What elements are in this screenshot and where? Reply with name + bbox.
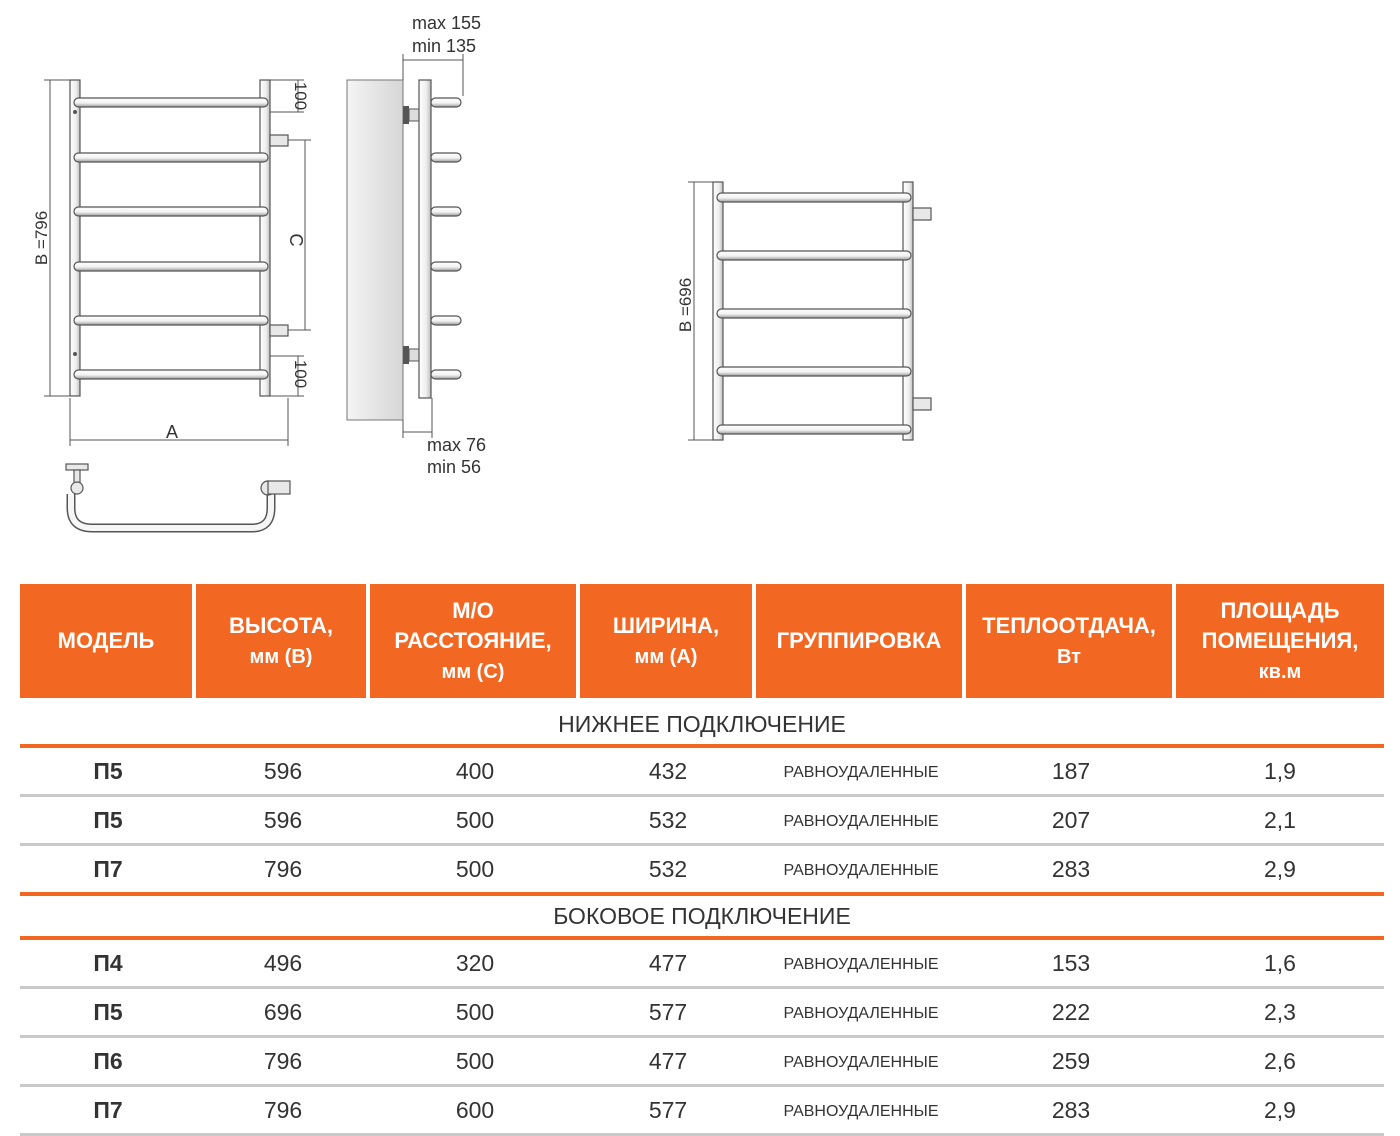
table-row: П5 596 500 532 РАВНОУДАЛЕННЫЕ 207 2,1: [20, 797, 1384, 846]
dimension-c: C: [286, 233, 306, 247]
dimension-b-side: B =696: [676, 277, 695, 333]
front-view-side-connection: [676, 182, 931, 440]
table-row: П7 796 500 532 РАВНОУДАЛЕННЫЕ 283 2,9: [20, 846, 1384, 896]
table-row: П4 496 320 477 РАВНОУДАЛЕННЫЕ 153 1,6: [20, 940, 1384, 989]
header-area: ПЛОЩАДЬ ПОМЕЩЕНИЯ, кв.м: [1176, 584, 1384, 698]
table-row: П5 596 400 432 РАВНОУДАЛЕННЫЕ 187 1,9: [20, 748, 1384, 797]
header-heat: ТЕПЛООТДАЧА, Вт: [966, 584, 1176, 698]
section-title: НИЖНЕЕ ПОДКЛЮЧЕНИЕ: [20, 704, 1384, 748]
technical-drawings: [0, 0, 1400, 560]
side-top-min: min 135: [412, 36, 477, 56]
section-title: БОКОВОЕ ПОДКЛЮЧЕНИЕ: [20, 896, 1384, 940]
header-width: ШИРИНА, мм (A): [580, 584, 756, 698]
header-distance: М/О РАССТОЯНИЕ, мм (C): [370, 584, 580, 698]
table-row: П5 696 500 577 РАВНОУДАЛЕННЫЕ 222 2,3: [20, 989, 1384, 1038]
dimension-b-front: B =796: [32, 210, 51, 266]
dimension-top-offset: 100: [291, 81, 310, 111]
spec-table: [20, 584, 1384, 1136]
dimension-bottom-offset: 100: [291, 359, 310, 389]
top-view-bar: [66, 464, 290, 528]
header-height: ВЫСОТА, мм (B): [196, 584, 370, 698]
section-bottom-connection: [20, 704, 1384, 748]
side-bottom-max: max 76: [427, 435, 487, 455]
header-grouping: ГРУППИРОВКА: [756, 584, 966, 698]
front-view-bottom-connection: [32, 80, 311, 446]
header-model: МОДЕЛЬ: [20, 584, 196, 698]
side-top-max: max 155: [412, 13, 482, 33]
table-header-row: [20, 584, 1384, 698]
side-view: [347, 13, 486, 477]
table-row: П7 796 600 577 РАВНОУДАЛЕННЫЕ 283 2,9: [20, 1087, 1384, 1136]
dimension-a: A: [165, 422, 179, 442]
side-bottom-min: min 56: [427, 457, 482, 477]
section-side-connection: [20, 896, 1384, 940]
table-row: П6 796 500 477 РАВНОУДАЛЕННЫЕ 259 2,6: [20, 1038, 1384, 1087]
